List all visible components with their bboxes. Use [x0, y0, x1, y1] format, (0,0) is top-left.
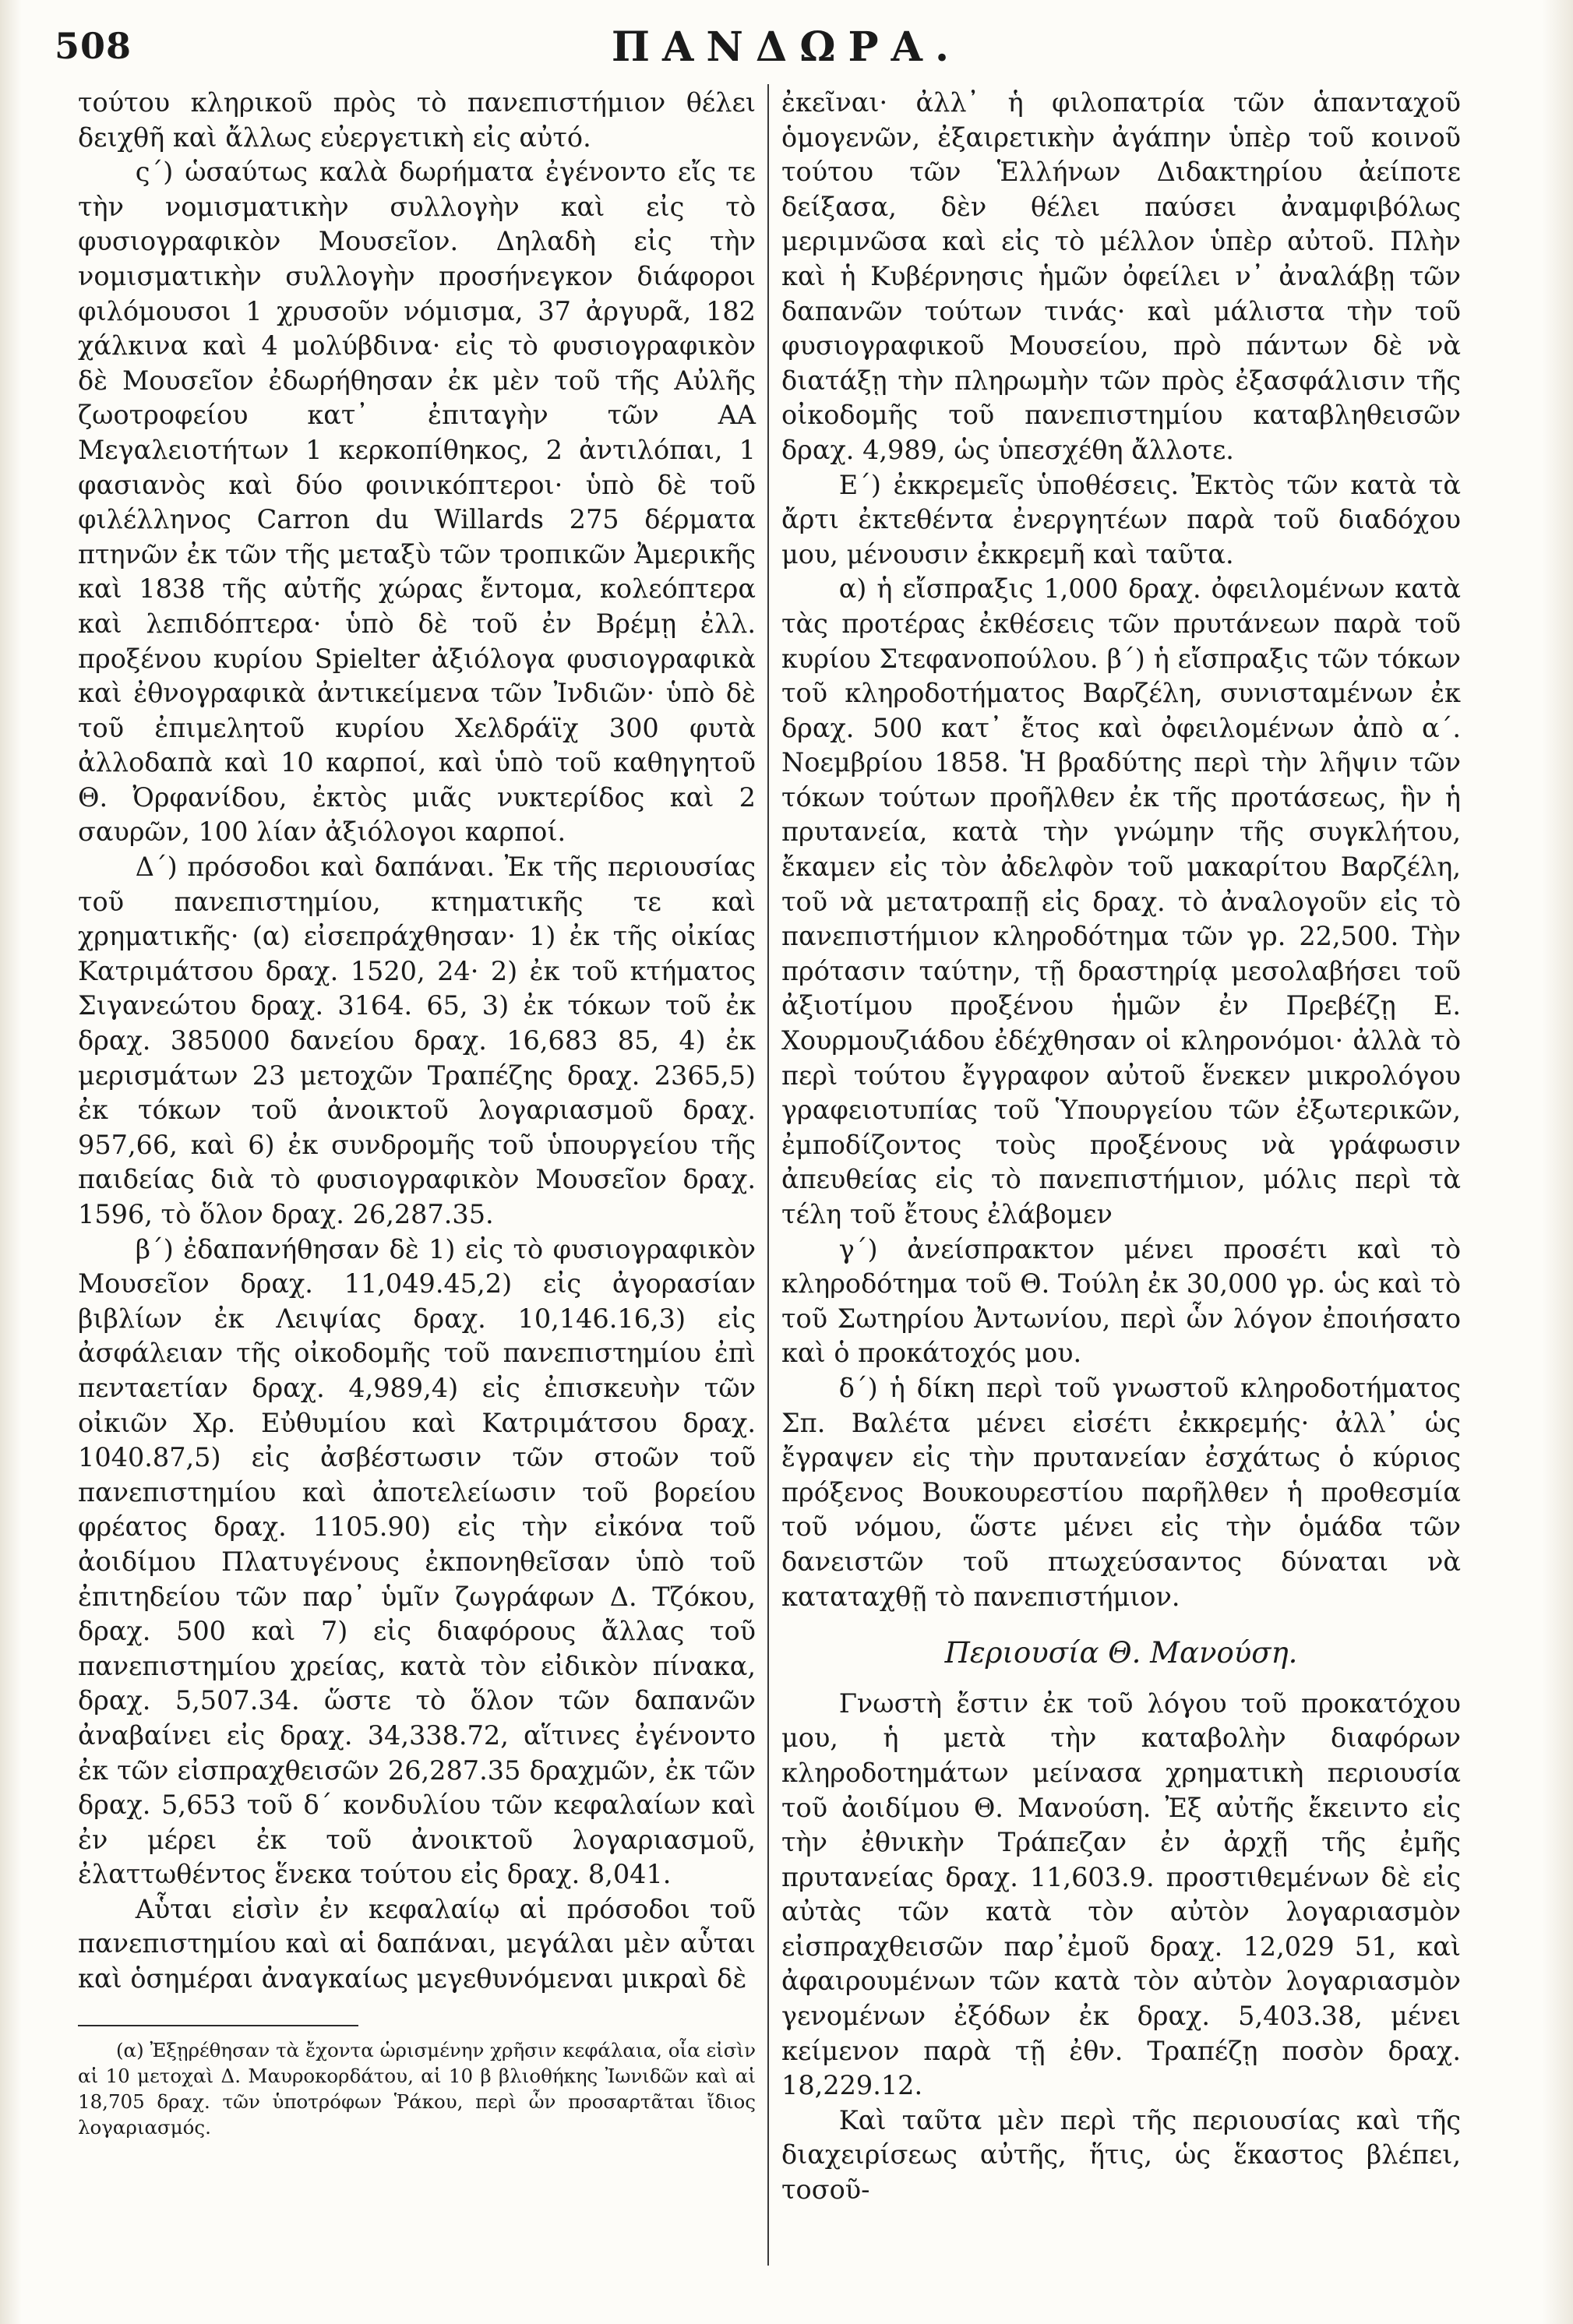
right-column	[781, 86, 1461, 2208]
left-paragraph-1: τούτου κληρικοῦ πρὸς τὸ πανεπιστήμιον θέλει δειχθῆ καὶ ἄλλως εὐεργετικὴ εἰς αὐτό.	[78, 87, 756, 153]
left-paragraph-3: Δ΄) πρόσοδοι καὶ δαπάναι. Ἐκ τῆς περιουσίας τοῦ πανεπιστημίου, κτηματικῆς τε καὶ χρηματικῆς· (α) εἰσεπράχθησαν· 1) ἐκ τῆς οἰκίας Κατριμάτσου δραχ. 1520, 24· 2) ἐκ τοῦ κτήματος Σιγανεώτου δραχ. 3164. 65, 3) ἐκ τόκων τοῦ ἐκ δραχ. 385000 δανείου δραχ. 16,683 85, 4) ἐκ μερισμάτων 23 μετοχῶν Τραπέζης δραχ. 2365,5) ἐκ τόκων τοῦ ἀνοικτοῦ λογαριασμοῦ δραχ. 957,66, καὶ 6) ἐκ συνδρομῆς τοῦ ὑπουργείου τῆς παιδείας διὰ τὸ φυσιογραφικὸν Μουσεῖον δραχ. 1596, τὸ ὅλον δραχ. 26,287.35.	[78, 852, 756, 1229]
left-column	[78, 86, 756, 2140]
right-paragraph-4: γ΄) ἀνείσπρακτον μένει προσέτι καὶ τὸ κληροδότημα τοῦ Θ. Τούλη ἐκ 30,000 γρ. ὡς καὶ τὸ τοῦ Σωτηρίου Ἀντωνίου, περὶ ὧν λόγον ἐποιήσατο καὶ ὁ προκάτοχός μου.	[781, 1233, 1461, 1369]
scan-edge-left	[0, 0, 22, 2324]
page-number: 508	[55, 25, 132, 67]
footnote	[78, 2037, 756, 2140]
scan-edge-right	[1542, 0, 1573, 2324]
left-paragraph-5: Αὗται εἰσὶν ἐν κεφαλαίῳ αἱ πρόσοδοι τοῦ πανεπιστημίου καὶ αἱ δαπάναι, μεγάλαι μὲν αὗται καὶ ὁσημέραι ἀναγκαίως μεγεθυνόμεναι μικραὶ δὲ	[78, 1893, 756, 1994]
footnote-rule	[78, 2025, 358, 2026]
right-paragraph-3: α) ἡ εἴσπραξις 1,000 δραχ. ὀφειλομένων κατὰ τὰς προτέρας ἐκθέσεις τῶν πρυτάνεων παρὰ τοῦ κυρίου Στεφανοπούλου. β΄) ἡ εἴσπραξις τῶν τόκων τοῦ κληροδοτήματος Βαρζέλη, συνισταμένων ἐκ δραχ. 500 κατ᾽ ἔτος καὶ ὀφειλομένων ἀπὸ α΄. Νοεμβρίου 1858. Ἡ βραδύτης περὶ τὴν λῆψιν τῶν τόκων τούτων προῆλθεν ἐκ τῆς προτάσεως, ἣν ἡ πρυτανεία, κατὰ τὴν γνώμην τῆς συγκλήτου, ἔκαμεν εἰς τὸν ἀδελφὸν τοῦ μακαρίτου Βαρζέλη, τοῦ νὰ μετατραπῇ εἰς δραχ. τὸ ἀναλογοῦν εἰς τὸ πανεπιστήμιον κληροδότημα τῶν γρ. 22,500. Τὴν πρότασιν ταύτην, τῇ δραστηρίᾳ μεσολαβήσει τοῦ ἀξιοτίμου προξένου ἡμῶν ἐν Πρεβέζῃ Ε. Χουρμουζιάδου ἐδέχθησαν οἱ κληρονόμοι· ἀλλὰ τὸ περὶ τούτου ἔγγραφον αὐτοῦ ἕνεκεν μικρολόγου γραφειοτυπίας τοῦ Ὑπουργείου τῶν ἐξωτερικῶν, ἐμποδίζοντος τοὺς προξένους νὰ γράφωσιν ἀπευθείας εἰς τὸ πανεπιστήμιον, μόλις περὶ τὰ τέλη τοῦ ἔτους ἐλάβομεν	[781, 573, 1461, 1229]
section-heading: Περιουσία Θ. Μανούση.	[944, 1636, 1298, 1670]
left-paragraph-2: ς΄) ὡσαύτως καλὰ δωρήματα ἐγένοντο εἴς τε τὴν νομισματικὴν συλλογὴν καὶ εἰς τὸ φυσιογραφικὸν Μουσεῖον. Δηλαδὴ εἰς τὴν νομισματικὴν συλλογὴν προσήνεγκον διάφοροι φιλόμουσοι 1 χρυσοῦν νόμισμα, 37 ἀργυρᾶ, 182 χάλκινα καὶ 4 μολύβδινα· εἰς τὸ φυσιογραφικὸν δὲ Μουσεῖον ἐδωρήθησαν ἐκ μὲν τοῦ τῆς Αὐλῆς ζωοτροφείου κατ᾽ ἐπιταγὴν τῶν ΑΑ Μεγαλειοτήτων 1 κερκοπίθηκος, 2 ἀντιλόπαι, 1 φασιανὸς καὶ δύο φοινικόπτεροι· ὑπὸ δὲ τοῦ φιλέλληνος Carron du Willards 275 δέρματα πτηνῶν ἐκ τῶν τῆς μεταξὺ τῶν τροπικῶν Ἀμερικῆς καὶ 1838 τῆς αὐτῆς χώρας ἔντομα, κολεόπτερα καὶ λεπιδόπτερα· ὑπὸ δὲ τοῦ ἐν Βρέμῃ ἐλλ. προξένου κυρίου Spielter ἀξιόλογα φυσιογραφικὰ καὶ ἐθνογραφικὰ ἀντικείμενα τῶν Ἰνδιῶν· ὑπὸ δὲ τοῦ ἐπιμελητοῦ κυρίου Χελδράϊχ 300 φυτὰ ἀλλοδαπὰ καὶ 10 καρποί, καὶ ὑπὸ τοῦ καθηγητοῦ Θ. Ὀρφανίδου, ἐκτὸς μιᾶς νυκτερίδος καὶ 2 σαυρῶν, 100 λίαν ἀξιόλογοι καρποί.	[78, 157, 756, 848]
right-paragraph-2: Ε΄) ἐκκρεμεῖς ὑποθέσεις. Ἐκτὸς τῶν κατὰ τὰ ἄρτι ἐκτεθέντα ἐνεργητέων παρὰ τοῦ διαδόχου μου, μένουσιν ἐκκρεμῆ καὶ ταῦτα.	[781, 469, 1461, 570]
right-paragraph-1: ἐκεῖναι· ἀλλ᾽ ἡ φιλοπατρία τῶν ἁπανταχοῦ ὁμογενῶν, ἐξαιρετικὴν ἀγάπην ὑπὲρ τοῦ κοινοῦ τούτου τῶν Ἑλλήνων Διδακτηρίου ἀείποτε δείξασα, δὲν θέλει παύσει ἀναμφιβόλως μεριμνῶσα καὶ εἰς τὸ μέλλον ὑπὲρ αὐτοῦ. Πλὴν καὶ ἡ Κυβέρνησις ἡμῶν ὀφείλει ν᾽ ἀναλάβῃ τῶν δαπανῶν τούτων τινάς· καὶ μάλιστα τὴν τοῦ φυσιογραφικοῦ Μουσείου, πρὸ πάντων δὲ νὰ διατάξῃ τὴν πληρωμὴν τῶν πρὸς ἐξασφάλισιν τῆς οἰκοδομῆς τοῦ πανεπιστημίου καταβληθεισῶν δραχ. 4,989, ὡς ὑπεσχέθη ἄλλοτε.	[781, 87, 1461, 465]
column-divider	[767, 84, 769, 2266]
running-title: ΠΑΝΔΩΡΑ.	[611, 23, 962, 71]
right-paragraph-5: δ΄) ἡ δίκη περὶ τοῦ γνωστοῦ κληροδοτήματος Σπ. Βαλέτα μένει εἰσέτι ἐκκρεμής· ἀλλ᾽ ὡς ἔγραψεν εἰς τὴν πρυτανείαν ἐσχάτως ὁ κύριος πρόξενος Βουκουρεστίου παρῆλθεν ἡ προθεσμία τοῦ νόμου, ὥστε μένει εἰς τὴν ὁμάδα τῶν δανειστῶν τοῦ πτωχεύσαντος δύναται νὰ καταταχθῇ τὸ πανεπιστήμιον.	[781, 1372, 1461, 1612]
page-header	[55, 17, 1518, 79]
footnote-text: (α) Ἐξῃρέθησαν τὰ ἔχοντα ὡρισμένην χρῆσιν κεφάλαια, οἷα εἰσὶν αἱ 10 μετοχαὶ Δ. Μαυροκορδάτου, αἱ 10 β βλιοθήκης Ἰωνιδῶν καὶ αἱ 18,705 δραχ. τῶν ὑποτρόφων Ῥάκου, περὶ ὧν προσαρτᾶται ἴδιος λογαριασμός.	[78, 2038, 756, 2139]
right-paragraph-7: Καὶ ταῦτα μὲν περὶ τῆς περιουσίας καὶ τῆς διαχειρίσεως αὐτῆς, ἥτις, ὡς ἕκαστος βλέπει, τοσοῦ-	[781, 2104, 1461, 2206]
left-paragraph-4: β΄) ἐδαπανήθησαν δὲ 1) εἰς τὸ φυσιογραφικὸν Μουσεῖον δραχ. 11,049.45,2) εἰς ἀγορασίαν βιβλίων ἐκ Λειψίας δραχ. 10,146.16,3) εἰς ἀσφάλειαν τῆς οἰκοδομῆς τοῦ πανεπιστημίου ἐπὶ πενταετίαν δραχ. 4,989,4) εἰς ἐπισκευὴν τῶν οἰκιῶν Χρ. Εὐθυμίου καὶ Κατριμάτσου δραχ. 1040.87,5) εἰς ἀσβέστωσιν τῶν στοῶν τοῦ πανεπιστημίου καὶ ἀποτελείωσιν τοῦ βορείου φρέατος δραχ. 1105.90) εἰς τὴν εἰκόνα τοῦ ἀοιδίμου Πλατυγένους ἐκπονηθεῖσαν ὑπὸ τοῦ ἐπιτηδείου τῶν παρ᾽ ὑμῖν ζωγράφων Δ. Τζόκου, δραχ. 500 καὶ 7) εἰς διαφόρους ἄλλας τοῦ πανεπιστημίου χρείας, κατὰ τὸν εἰδικὸν πίνακα, δραχ. 5,507.34. ὥστε τὸ ὅλον τῶν δαπανῶν ἀναβαίνει εἰς δραχ. 34,338.72, αἵτινες ἐγένοντο ἐκ τῶν εἰσπραχθεισῶν 26,287.35 δραχμῶν, ἐκ τῶν δραχ. 5,653 τοῦ δ΄ κονδυλίου τῶν κεφαλαίων καὶ ἐν μέρει ἐκ τοῦ ἀνοικτοῦ λογαριασμοῦ, ἐλαττωθέντος ἕνεκα τούτου εἰς δραχ. 8,041.	[78, 1233, 756, 1890]
right-paragraph-6: Γνωστὴ ἔστιν ἐκ τοῦ λόγου τοῦ προκατόχου μου, ἡ μετὰ τὴν καταβολὴν διαφόρων κληροδοτημάτων μείνασα χρηματικὴ περιουσία τοῦ ἀοιδίμου Θ. Μανούση. Ἐξ αὐτῆς ἔκειντο εἰς τὴν ἐθνικὴν Τράπεζαν ἐν ἀρχῇ τῆς ἐμῆς πρυτανείας δραχ. 11,603.9. προστιθεμένων δὲ εἰς αὐτὰς τῶν κατὰ τὸν αὐτὸν λογαριασμὸν εἰσπραχθεισῶν παρ᾽ἐμοῦ δραχ. 12,029 51, καὶ ἀφαιρουμένων τῶν κατὰ τὸν αὐτὸν λογαριασμὸν γενομένων ἐξόδων ἐκ δραχ. 5,403.38, μένει κείμενον παρὰ τῇ ἐθν. Τραπέζῃ ποσὸν δραχ. 18,229.12.	[781, 1687, 1461, 2101]
